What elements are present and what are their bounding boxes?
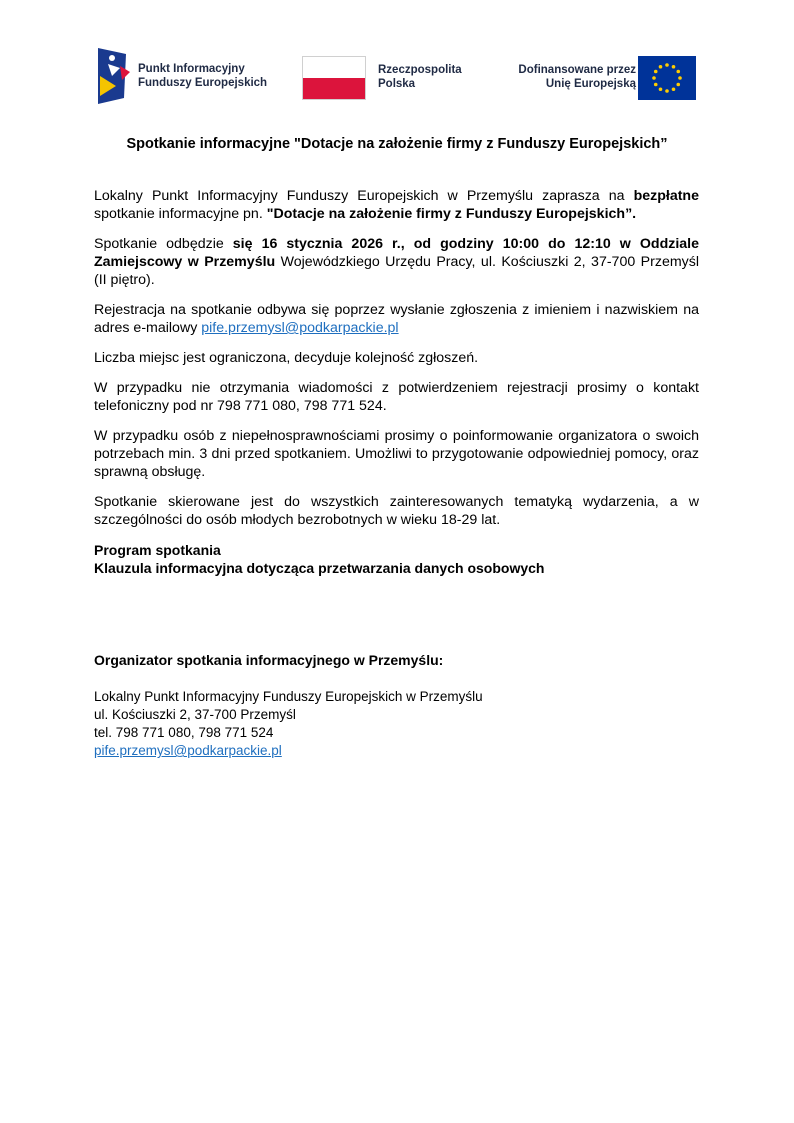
paragraph-contact: W przypadku nie otrzymania wiadomości z potwierdzeniem rejestracji prosimy o kontakt telefoniczny pod nr 798 771 080, 798 771 524. [94,380,699,414]
eu-star-icon [654,83,658,87]
p1-bold-free: bezpłatne [633,188,699,204]
paragraph-accessibility: W przypadku osób z niepełnosprawnościami prosimy o poinformowanie organizatora o swoich potrzebach min. 3 dni przed spotkaniem. Umożliwi to przygotowanie odpowiedniej pomocy, oraz sprawną obsługę. [94,428,699,480]
paragraph-limited-seats: Liczba miejsc jest ograniczona, decyduje kolejność zgłoszeń. [94,350,479,366]
fe-emblem-icon [94,46,134,106]
eu-star-icon [672,65,676,69]
p2-text-a: Spotkanie odbędzie [94,236,233,252]
logo-rzeczpospolita-polska [302,56,472,100]
rp-logo-text [378,63,462,91]
organizer-address: ul. Kościuszki 2, 37-700 Przemyśl [94,707,296,722]
eu-star-icon [652,76,656,80]
rp-logo-line1: Rzeczpospolita [378,64,462,76]
logo-bar [94,46,700,106]
paragraph-invitation [94,187,699,223]
eu-logo-line2: Unię Europejską [545,78,636,90]
eu-flag-icon [638,56,696,100]
organizer-name: Lokalny Punkt Informacyjny Funduszy Europejskich w Przemyślu [94,689,483,704]
organizer-details [94,688,483,760]
fe-logo-line2: Funduszy Europejskich [138,77,268,89]
paragraph-registration [94,301,699,337]
p1-text-c: spotkanie informacyjne pn. [94,206,267,222]
polish-flag-icon [302,56,366,100]
p1-text-a: Lokalny Punkt Informacyjny Funduszy Europejskich w Przemyślu zaprasza na [94,188,634,204]
fe-logo-line1: Punkt Informacyjny [138,63,245,75]
eu-star-icon [672,87,676,91]
p2-text-c: Wojewódzkiego Urzędu Pracy, ul. Kościuszki 2, 37-700 Przemyśl (II piętro). [94,254,699,288]
article-body [94,187,699,577]
eu-logo-line1: Dofinansowane przez [518,64,636,76]
organizer-email-link[interactable]: pife.przemysl@podkarpackie.pl [94,743,282,758]
logo-fundusze-europejskie [94,46,294,106]
registration-email-link[interactable]: pife.przemysl@podkarpackie.pl [201,320,399,336]
logo-unia-europejska [494,56,700,100]
eu-star-icon [659,87,663,91]
p1-bold-title: "Dotacje na założenie firmy z Funduszy Europejskich”. [266,206,637,222]
p2-bold-date: się 16 stycznia 2026 r., od godziny 10:00 do 12:10 w Oddziale Zamiejscowy w Przemyślu [94,236,699,270]
rp-logo-line2: Polska [378,78,416,90]
organizer-phone: tel. 798 771 080, 798 771 524 [94,725,274,740]
paragraph-target-audience: Spotkanie skierowane jest do wszystkich zainteresowanych tematyką wydarzenia, a w szczególności do osób młodych bezrobotnych w wieku 18-29 lat. [94,494,699,528]
eu-star-icon [665,63,669,67]
eu-star-icon [654,70,658,74]
eu-star-icon [665,89,669,93]
eu-star-icon [676,70,680,74]
paragraph-date-location [94,235,699,289]
page-title: Spotkanie informacyjne "Dotacje na założenie firmy z Funduszy Europejskich” [126,136,668,152]
program-link[interactable]: Program spotkania [94,542,221,558]
eu-logo-text [494,63,636,91]
eu-star-icon [676,83,680,87]
p3-text-a: Rejestracja na spotkanie odbywa się poprzez wysłanie zgłoszenia z imieniem i nazwiskiem na adres e-mailowy [94,302,699,336]
eu-star-icon [678,76,682,80]
fe-logo-text [138,62,267,90]
klauzula-link[interactable]: Klauzula informacyjna dotycząca przetwarzania danych osobowych [94,560,545,576]
eu-star-icon [659,65,663,69]
organizer-heading: Organizator spotkania informacyjnego w Przemyślu: [94,652,444,668]
